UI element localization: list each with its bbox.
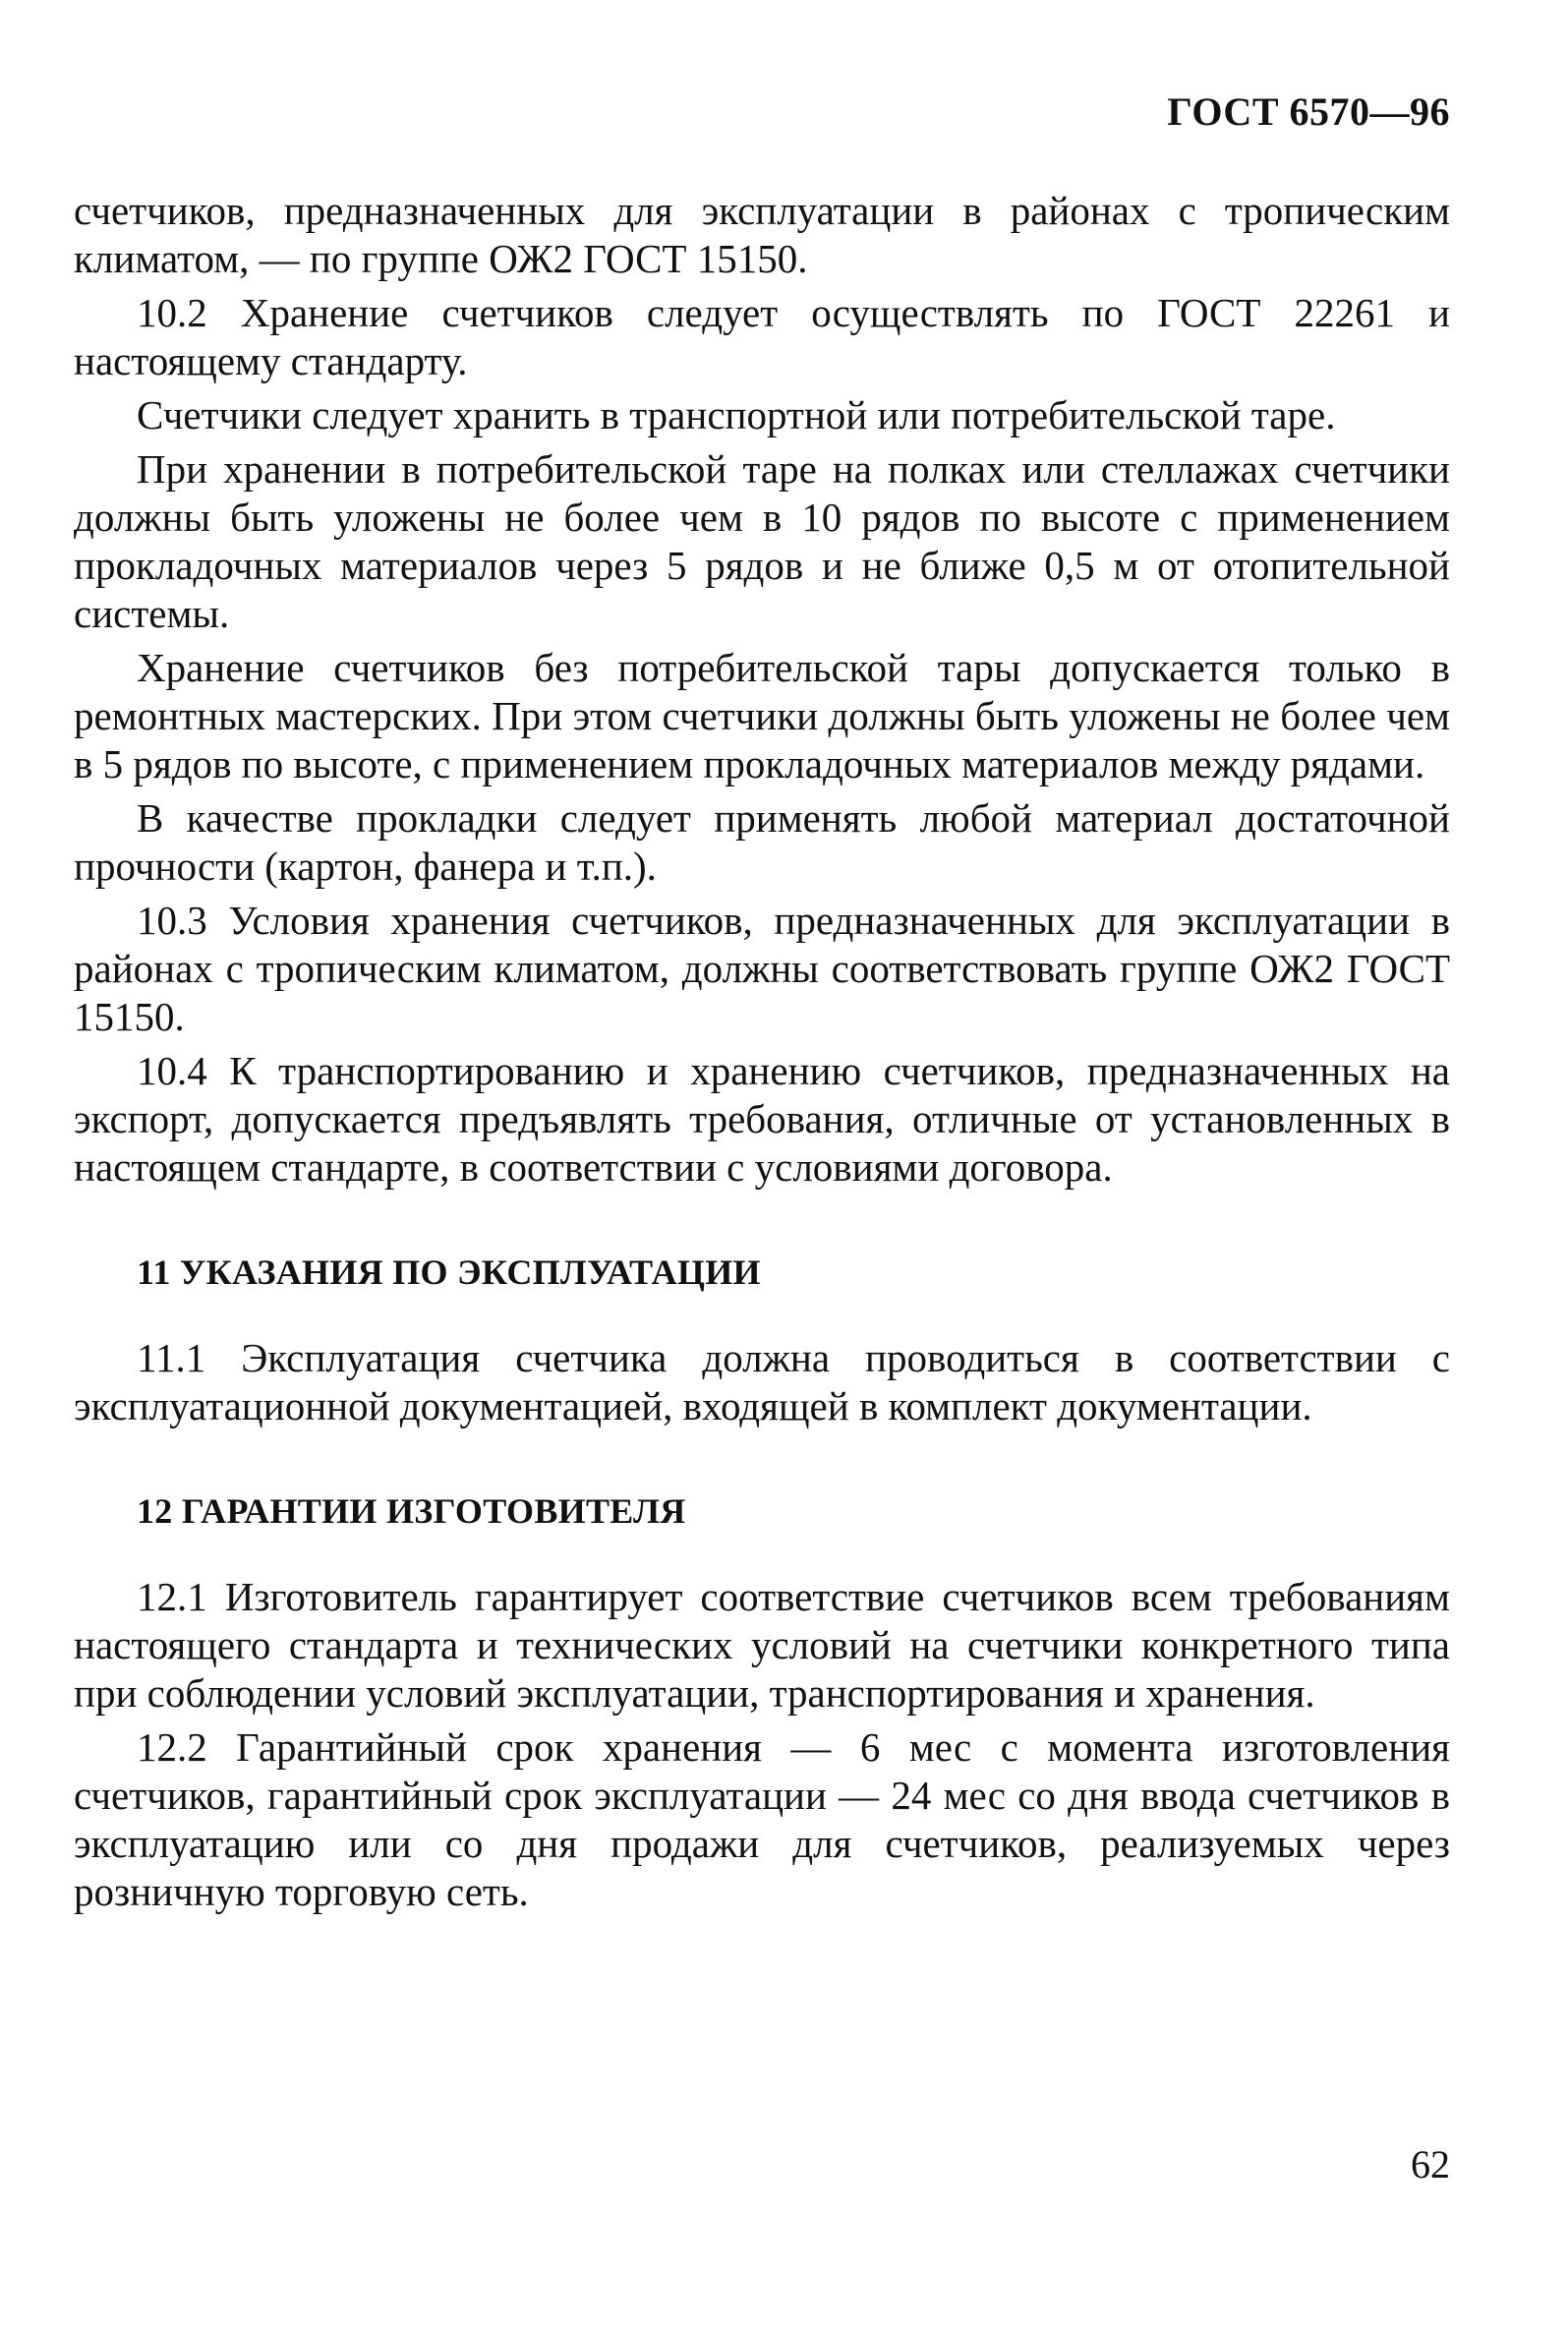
running-header-standard: ГОСТ 6570—96 [1167,89,1450,134]
page-content [74,187,1450,1922]
page-number: 62 [1411,2142,1450,2186]
paragraph-11-1: 11.1 Эксплуатация счетчика должна проводиться в соответствии с эксплуатационной документацией, входящей в комплект документации. [74,1335,1450,1428]
paragraph-without-packaging: Хранение счетчиков без потребительской тары допускается только в ремонтных мастерских. При этом счетчики должны быть уложены не более чем в 5 рядов по высоте, с применением прокладочных материалов между рядами. [74,645,1450,787]
paragraph-10-2: 10.2 Хранение счетчиков следует осуществлять по ГОСТ 22261 и настоящему стандарту. [74,290,1450,383]
section-heading-11: 11 УКАЗАНИЯ ПО ЭКСПЛУАТАЦИИ [137,1253,761,1292]
paragraph-10-4: 10.4 К транспортированию и хранению счетчиков, предназначенных на экспорт, допускается предъявлять требования, отличные от установленных в настоящем стандарте, в соответствии с условиями договора. [74,1048,1450,1190]
paragraph-continuation: счетчиков, предназначенных для эксплуатации в районах с тропическим климатом, — по группе ОЖ2 ГОСТ 15150. [74,188,1450,281]
paragraph-consumer-packaging: При хранении в потребительской таре на полках или стеллажах счетчики должны быть уложены не более чем в 10 рядов по высоте с применением прокладочных материалов через 5 рядов и не ближе 0,5 м от отопительной системы. [74,446,1450,636]
document-page [74,0,1450,2331]
paragraph-10-3: 10.3 Условия хранения счетчиков, предназначенных для эксплуатации в районах с тропическим климатом, должны соответствовать группе ОЖ2 ГОСТ 15150. [74,898,1450,1039]
paragraph-storage-packaging: Счетчики следует хранить в транспортной или потребительской таре. [137,392,1336,437]
section-heading-12: 12 ГАРАНТИИ ИЗГОТОВИТЕЛЯ [137,1491,686,1531]
paragraph-12-1: 12.1 Изготовитель гарантирует соответствие счетчиков всем требованиям настоящего стандарта и технических условий на счетчики конкретного типа при соблюдении условий эксплуатации, транспортирования и хранения. [74,1574,1450,1716]
paragraph-12-2: 12.2 Гарантийный срок хранения — 6 мес с момента изготовления счетчиков, гарантийный срок эксплуатации — 24 мес со дня ввода счетчиков в эксплуатацию или со дня продажи для счетчиков, реализуемых через розничную торговую сеть. [74,1724,1450,1914]
paragraph-padding-material: В качестве прокладки следует применять любой материал достаточной прочности (картон, фанера и т.п.). [74,795,1450,889]
